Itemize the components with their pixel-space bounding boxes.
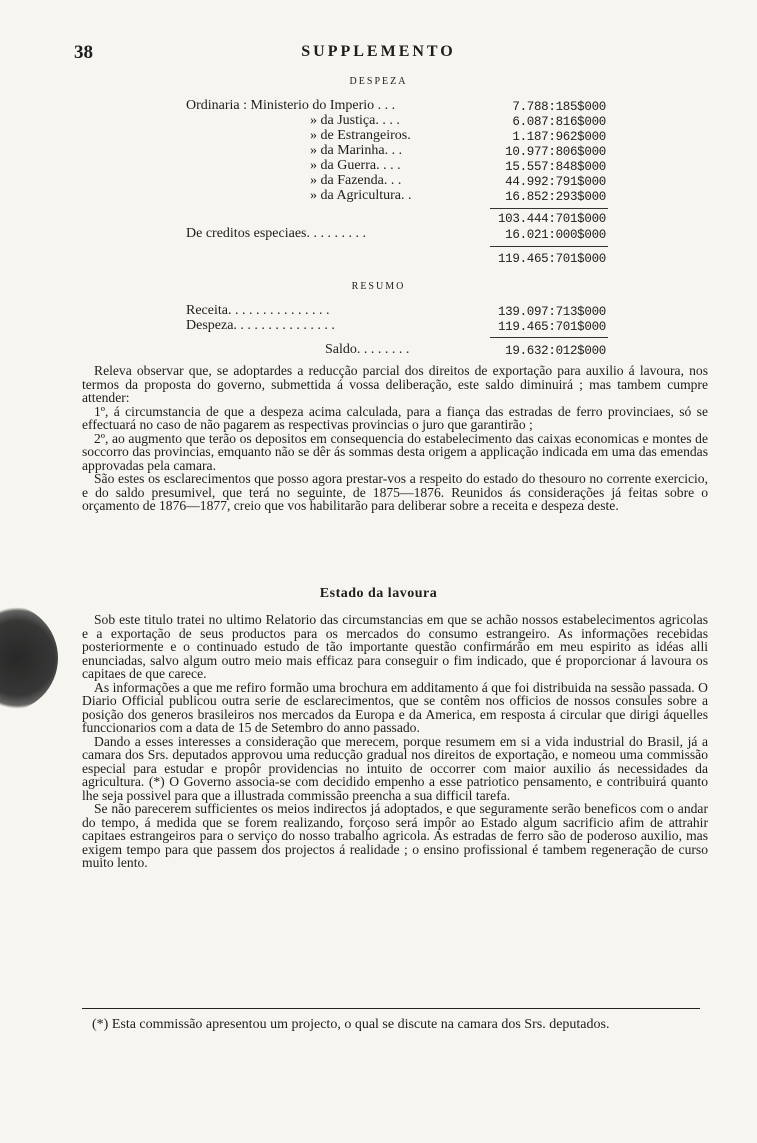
subtotal-rule (490, 208, 608, 209)
section-title: Estado da lavoura (319, 586, 438, 601)
subtotal-amount: 103.444:701$000 (497, 212, 606, 226)
row-amount: 15.557:848$000 (505, 160, 606, 174)
creditos-amount: 16.021:000$000 (505, 228, 606, 242)
saldo-amount: 19.632:012$000 (505, 344, 606, 358)
row-label: » da Marinha. . . (310, 143, 403, 158)
running-title: SUPPLEMENTO (301, 43, 456, 60)
saldo-label: Saldo. . . . . . . . (325, 342, 410, 357)
despeza-label: Despeza. . . . . . . . . . . . . . . (186, 318, 335, 333)
row-label: » de Estrangeiros. (310, 128, 411, 143)
row-label: » da Fazenda. . . (310, 173, 402, 188)
page-number: 38 (74, 42, 93, 63)
paragraph: As informações a que me refiro formão uma brochura em additamento á que foi distribuida na sessão passada. O Diario Official publicou outra serie de esclarecimentos, que se contêm nos officios de nossos consules sobre a posição dos generos brasileiros nos mercados da Europa e da America, em resposta á circular que dirigi áquelles funccionarios com a data de 15 de Setembro do anno passado. (82, 679, 708, 735)
despeza-amount: 119.465:701$000 (497, 320, 606, 334)
table-row (310, 174, 401, 189)
saldo-rule (490, 337, 608, 338)
footnote-rule (82, 1008, 700, 1009)
paragraph: 2º, ao augmento que terão os depositos em consequencia do estabelecimento das caixas economicas e montes de soccorro das provincias, emquanto não se dêr ás sommas desta origem a applicação indicada em uma das emendas approvadas pela camara. (82, 430, 708, 473)
footnote (74, 1017, 708, 1032)
row-amount: 44.992:791$000 (505, 175, 606, 189)
table-row (310, 189, 411, 204)
row-label: » da Justiça. . . . (310, 113, 400, 128)
table-row (310, 144, 402, 159)
table-row (310, 129, 411, 144)
row-label: » da Guerra. . . . (310, 158, 401, 173)
section-text (82, 613, 708, 870)
row-label: Ordinaria : Ministerio do Imperio . . . (186, 98, 396, 113)
paragraph: Se não parecerem sufficientes os meios indirectos já adoptados, e que seguramente serão beneficos com o andar do tempo, á medida que se forem realizando, forçoso será impôr ao Estado algum sacrificio afim de attrahir capitaes estrangeiros para o serviço do nosso trabalho agricola. As estradas de ferro são de poderoso auxilio, mas exigem tempo para que passem dos projectos á realidade ; o ensino profissional é tambem regeneração de curso muito lento. (82, 801, 708, 870)
total-amount: 119.465:701$000 (497, 252, 606, 266)
row-amount: 6.087:816$000 (512, 115, 606, 129)
row-amount: 1.187:962$000 (512, 130, 606, 144)
row-amount: 16.852:293$000 (505, 190, 606, 204)
paragraph: Sob este titulo tratei no ultimo Relatorio das circumstancias em que se achão nossos estabelecimentos agricolas e a exportação de seus productos para os mercados do consumo estrangeiro. As informações recebidas posteriormente e o continuado estudo de tão importante questão confirmárão em meu espirito as idéas alli enunciadas, salvo algum outro meio mais efficaz para conseguir o fim indicado, que é proporcionar á lavoura os capitaes de que carece. (82, 612, 708, 681)
receita-label: Receita. . . . . . . . . . . . . . . (186, 303, 330, 318)
resumo-heading: RESUMO (351, 281, 406, 292)
receita-amount: 139.097:713$000 (497, 305, 606, 319)
table-row (310, 159, 401, 174)
despeza-heading: DESPEZA (349, 76, 408, 87)
creditos-label: De creditos especiaes. . . . . . . . . (186, 226, 366, 241)
total-rule (490, 246, 608, 247)
footnote-text: (*) Esta commissão apresentou um projecto, o qual se discute na camara dos Srs. deputados. (92, 1017, 610, 1032)
table-row (186, 99, 395, 114)
row-label: » da Agricultura. . (310, 188, 412, 203)
row-amount: 10.977:806$000 (505, 145, 606, 159)
paragraph: São estes os esclarecimentos que posso agora prestar-vos a respeito do estado do thesouro no corrente exercicio, e do saldo presumivel, que terá no seguinte, de 1875—1876. Reunidos ás considerações já feitas sobre o orçamento de 1876—1877, creio que vos habilitarão para deliberar sobre a receita e despeza deste. (82, 471, 708, 513)
row-amount: 7.788:185$000 (512, 100, 606, 114)
body-text (82, 364, 708, 513)
paragraph: Releva observar que, se adoptardes a reducção parcial dos direitos de exportação para auxilio á lavoura, nos termos da proposta do governo, submettida á vossa deliberação, este saldo diminuirá ; mas tambem cumpre attender: (82, 363, 708, 405)
table-row (310, 114, 400, 129)
paragraph: 1º, á circumstancia de que a despeza acima calculada, para a fiança das estradas de ferro provinciaes, só se effectuará no caso de não pagarem as respectivas provincias o juro que garantirão ; (82, 403, 708, 432)
paragraph: Dando a esses interesses a consideração que merecem, porque resumem em si a vida industrial do Brasil, já a camara dos Srs. deputados approvou uma reducção gradual nos direitos de exportação, e nomeou uma commissão especial para estudar e propôr providencias no intuito de occorrer com maior auxilio ás necessidades da agricultura. (*) O Governo associa-se com decidido empenho a esse patriotico pensamento, e contribuirá quanto lhe seja possivel para que a illustrada commissão preencha a sua difficil tarefa. (82, 733, 708, 803)
binding-stain (0, 604, 58, 712)
